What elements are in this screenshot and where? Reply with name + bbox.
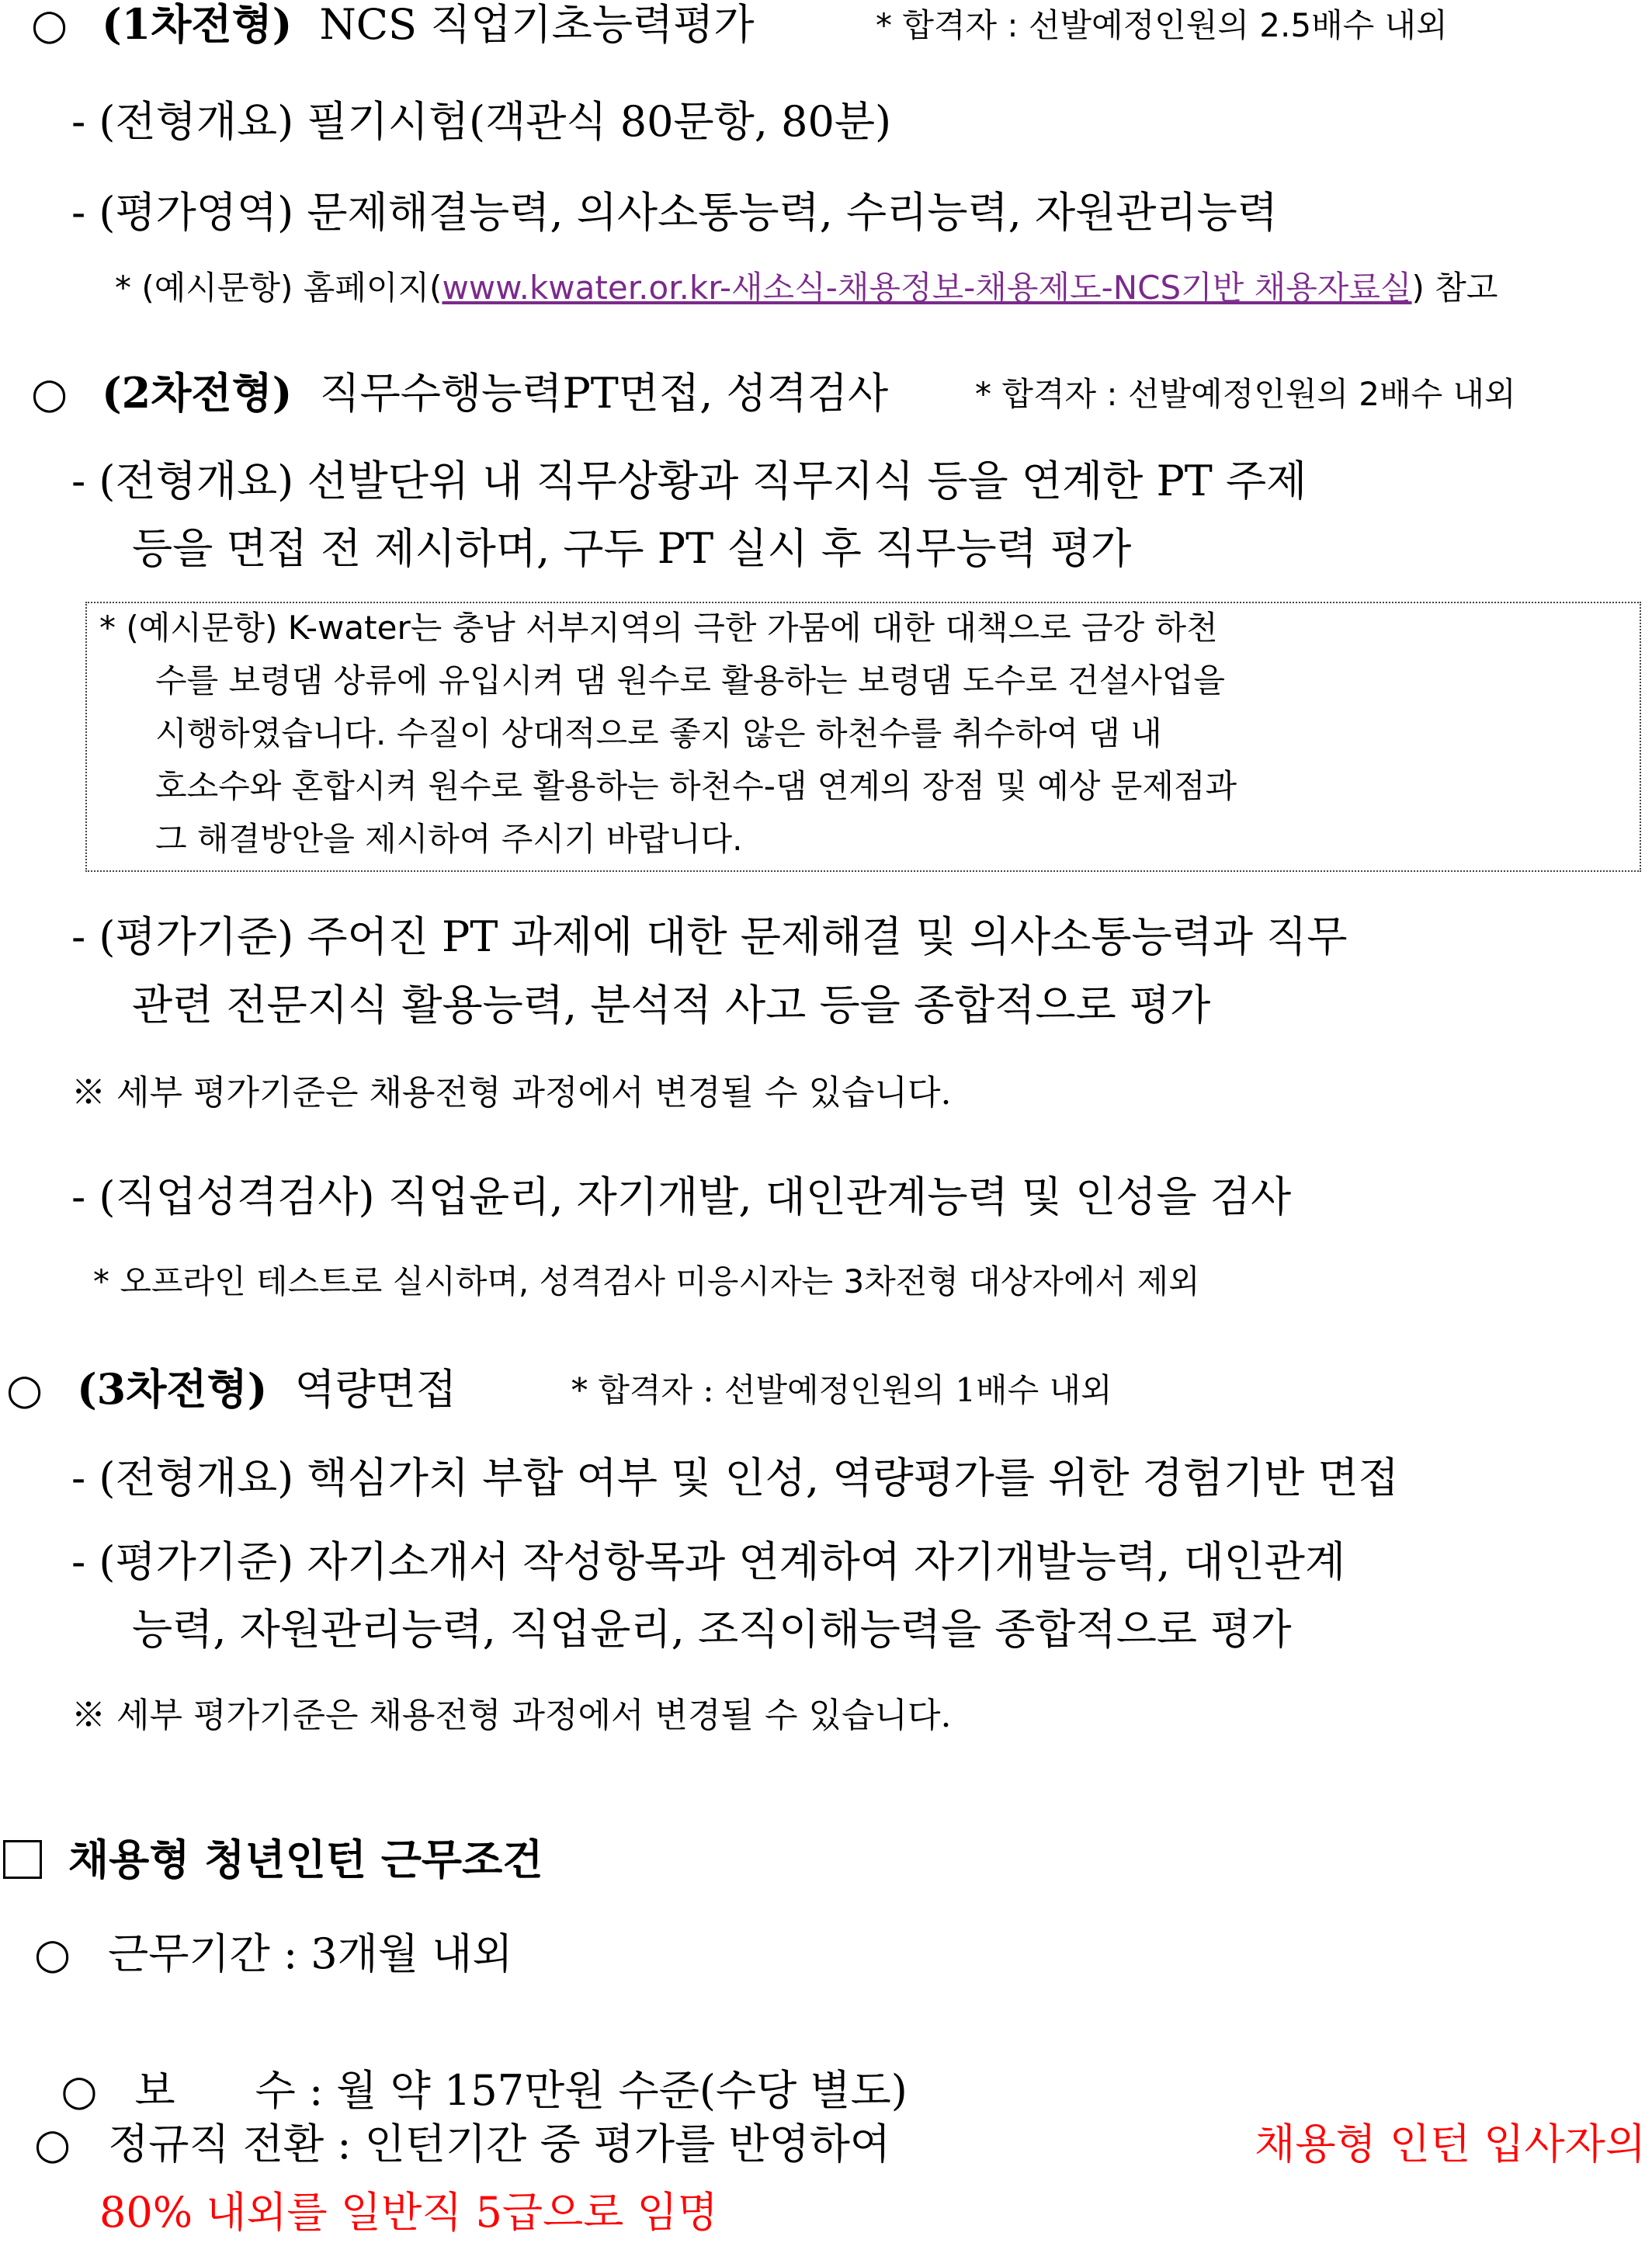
s2-personality: - (직업성격검사) 직업윤리, 자기개발, 대인관계능력 및 인성을 검사 bbox=[71, 1172, 1292, 1221]
s1-example-prefix: * (예시문항) 홈페이지( bbox=[115, 269, 442, 307]
s1-areas: - (평가영역) 문제해결능력, 의사소통능력, 수리능력, 자원관리능력 bbox=[71, 188, 1278, 237]
s3-overview: - (전형개요) 핵심가치 부합 여부 및 인성, 역량평가를 위한 경험기반 면접 bbox=[71, 1453, 1399, 1502]
s2-overview-l1: - (전형개요) 선발단위 내 직무상황과 직무지식 등을 연계한 PT 주제 bbox=[71, 457, 1307, 505]
s2-title-rest: 직무수행능력PT면접, 성격검사 bbox=[319, 369, 889, 418]
s2-example-l1: * (예시문항) K-water는 충남 서부지역의 극한 가뭄에 대한 대책으로 금강 하천 bbox=[99, 609, 1218, 647]
s3-criteria-l2: 능력, 자원관리능력, 직업윤리, 조직이해능력을 종합적으로 평가 bbox=[132, 1605, 1292, 1654]
checkbox-square-icon bbox=[3, 1840, 42, 1879]
s2-example-l2: 수를 보령댐 상류에 유입시켜 댐 원수로 활용하는 보령댐 도수로 건설사업을 bbox=[155, 661, 1225, 700]
s2-note: * 합격자 : 선발예정인원의 2배수 내외 bbox=[975, 375, 1516, 413]
s2-overview-l2: 등을 면접 전 제시하며, 구두 PT 실시 후 직무능력 평가 bbox=[132, 524, 1132, 573]
s2-example-l3: 시행하였습니다. 수질이 상대적으로 좋지 않은 하천수를 취수하여 댐 내 bbox=[155, 714, 1162, 752]
s1-heading bbox=[31, 0, 755, 49]
s1-example-link[interactable]: www.kwater.or.kr-새소식-채용정보-채용제도-NCS기반 채용자료실 bbox=[442, 269, 1412, 307]
conditions-conversion-red-l2: 80% 내외를 일반직 5급으로 임명 bbox=[99, 2188, 718, 2237]
s3-note: * 합격자 : 선발예정인원의 1배수 내외 bbox=[571, 1371, 1112, 1409]
s3-criteria-l1: - (평가기준) 자기소개서 작성항목과 연계하여 자기개발능력, 대인관계 bbox=[71, 1537, 1346, 1586]
s2-example-l5: 그 해결방안을 제시하여 주시기 바랍니다. bbox=[155, 820, 743, 858]
s2-heading bbox=[31, 368, 889, 418]
s1-example bbox=[115, 269, 1498, 307]
bullet-circle-icon: ○ bbox=[34, 1929, 71, 1978]
s1-overview: - (전형개요) 필기시험(객관식 80문항, 80분) bbox=[71, 97, 892, 146]
conditions-conversion-line bbox=[34, 2120, 1646, 2168]
s2-personality-note: * 오프라인 테스트로 실시하며, 성격검사 미응시자는 3차전형 대상자에서 제외 bbox=[93, 1262, 1200, 1300]
s1-example-suffix: ) 참고 bbox=[1411, 269, 1498, 307]
s3-bullet: ○ bbox=[6, 1365, 43, 1414]
s2-criteria-l1: - (평가기준) 주어진 PT 과제에 대한 문제해결 및 의사소통능력과 직무 bbox=[71, 912, 1348, 961]
s2-example-l4: 호소수와 혼합시켜 원수로 활용하는 하천수-댐 연계의 장점 및 예상 문제점과 bbox=[155, 767, 1237, 805]
conditions-pay: 보 수 : 월 약 157만원 수준(수당 별도) bbox=[134, 2066, 908, 2115]
s3-heading bbox=[6, 1364, 457, 1414]
conditions-conversion-prefix: 정규직 전환 : 인턴기간 중 평가를 반영하여 bbox=[108, 2120, 891, 2168]
s3-title: (3차전형) bbox=[77, 1364, 268, 1414]
s3-title-rest: 역량면접 bbox=[294, 1365, 457, 1414]
s1-bullet: ○ bbox=[31, 0, 68, 49]
bullet-circle-icon: ○ bbox=[34, 2120, 71, 2168]
conditions-period: 근무기간 : 3개월 내외 bbox=[108, 1929, 513, 1978]
s2-criteria-note: ※ 세부 평가기준은 채용전형 과정에서 변경될 수 있습니다. bbox=[71, 1073, 952, 1113]
conditions-period-line bbox=[34, 1929, 513, 1978]
s3-criteria-note: ※ 세부 평가기준은 채용전형 과정에서 변경될 수 있습니다. bbox=[71, 1696, 952, 1735]
conditions-pay-line bbox=[34, 2028, 908, 2115]
s2-title: (2차전형) bbox=[102, 368, 293, 418]
s1-title-rest: NCS 직업기초능력평가 bbox=[319, 0, 755, 49]
s2-criteria-l2: 관련 전문지식 활용능력, 분석적 사고 등을 종합적으로 평가 bbox=[132, 981, 1211, 1029]
s1-note: * 합격자 : 선발예정인원의 2.5배수 내외 bbox=[876, 6, 1448, 44]
conditions-conversion-red-l1: 채용형 인턴 입사자의 bbox=[1255, 2120, 1646, 2168]
s2-bullet: ○ bbox=[31, 369, 68, 418]
conditions-heading bbox=[3, 1835, 543, 1884]
conditions-title: 채용형 청년인턴 근무조건 bbox=[68, 1835, 543, 1884]
s1-title: (1차전형) bbox=[102, 0, 293, 49]
bullet-circle-icon: ○ bbox=[61, 2066, 98, 2115]
